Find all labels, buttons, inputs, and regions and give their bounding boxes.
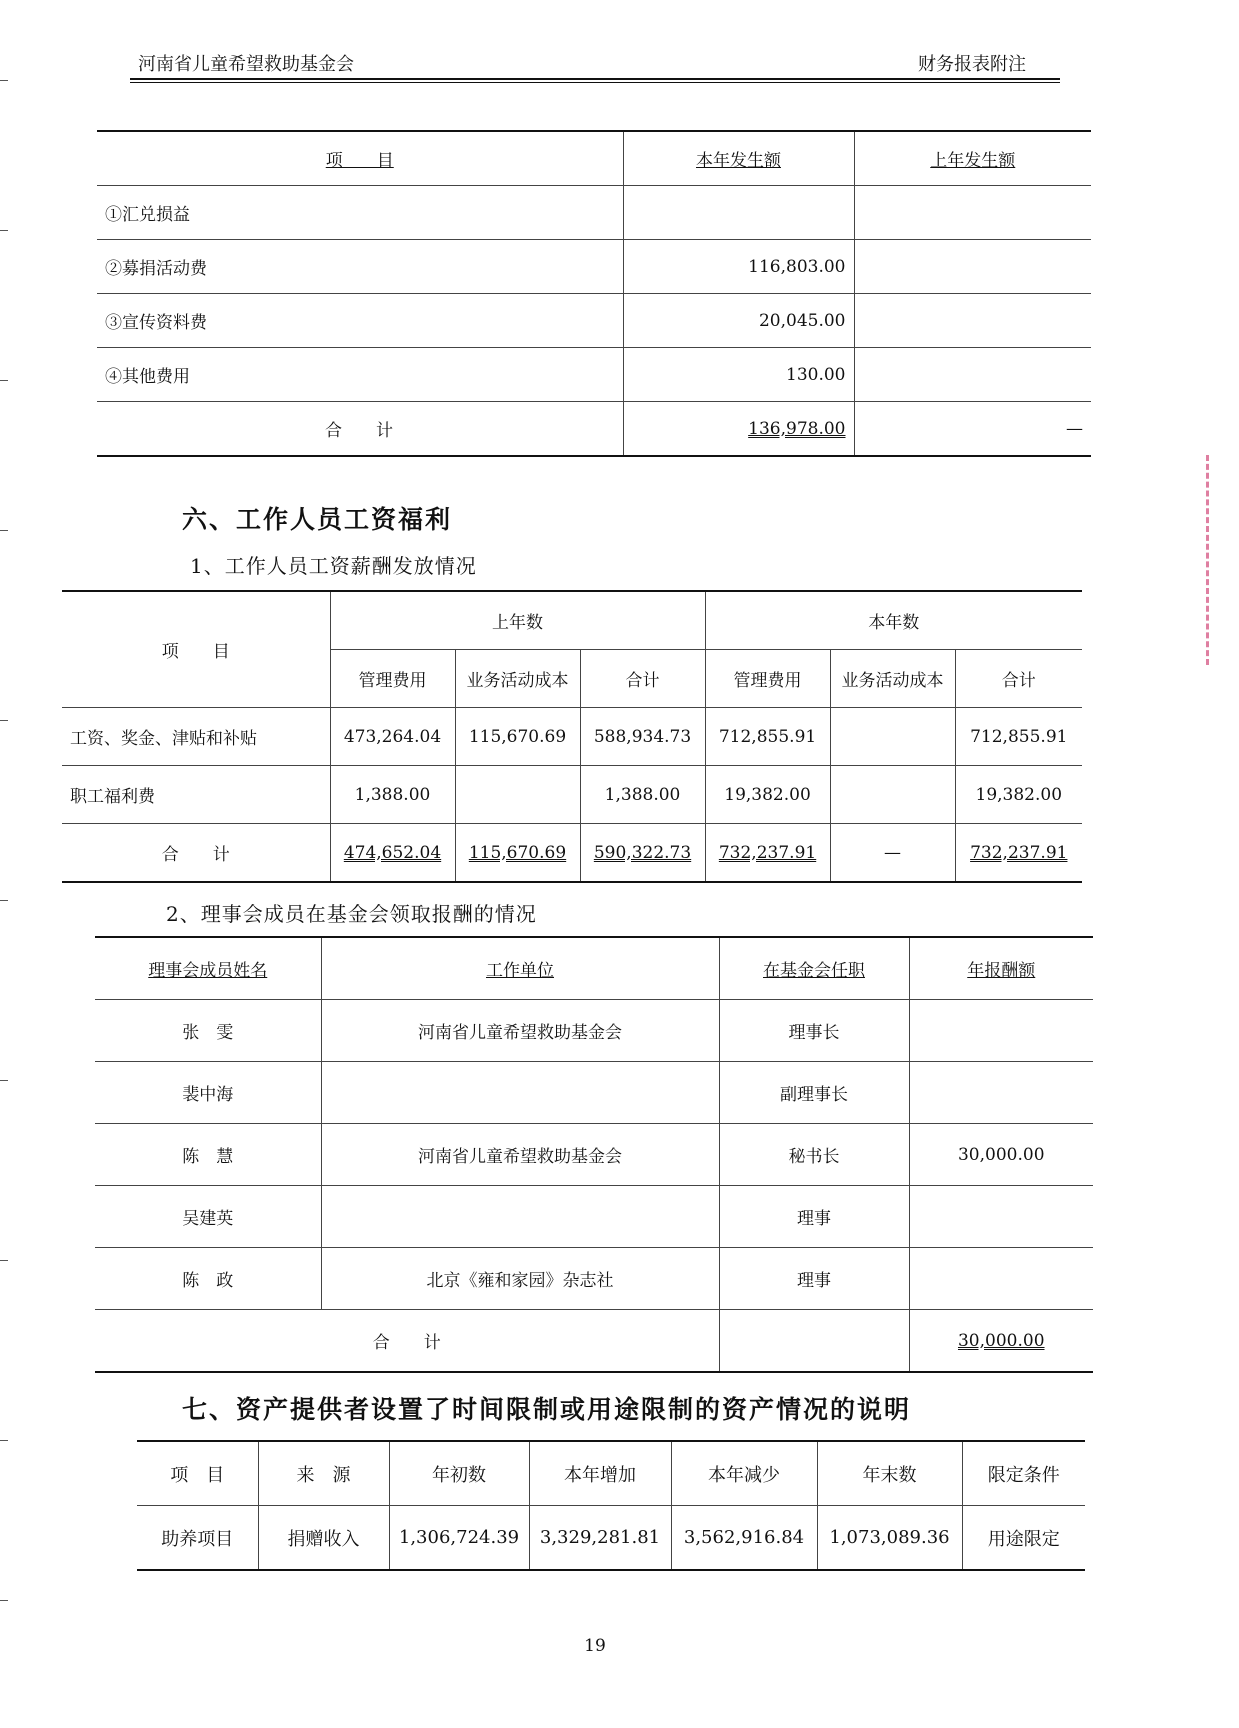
total-value: 590,322.73	[593, 842, 692, 863]
sub-header: 合计	[955, 650, 1082, 708]
scan-edge-mark	[0, 1600, 8, 1601]
scan-edge-mark	[0, 1440, 8, 1441]
section-6-title: 六、工作人员工资福利	[182, 505, 453, 534]
table-row	[137, 1506, 1085, 1571]
total-row	[62, 824, 1082, 883]
member-title: 副理事长	[719, 1062, 909, 1124]
total-row	[95, 1310, 1093, 1373]
header-rule-thin	[130, 82, 1060, 83]
member-title: 理事	[719, 1186, 909, 1248]
sub-header: 业务活动成本	[830, 650, 955, 708]
table-row	[95, 1248, 1093, 1310]
cell-value: 助养项目	[137, 1506, 258, 1571]
row-current: 116,803.00	[623, 240, 854, 294]
row-previous	[854, 294, 1091, 348]
col-header: 来 源	[258, 1441, 389, 1506]
table-row	[95, 1062, 1093, 1124]
member-name: 吴建英	[95, 1186, 321, 1248]
table-header-row	[137, 1441, 1085, 1506]
table-row	[97, 186, 1091, 240]
cell-value: 115,670.69	[455, 708, 580, 766]
table-row	[97, 348, 1091, 402]
member-pay	[909, 1062, 1093, 1124]
total-value: 474,652.04	[343, 842, 442, 863]
table-row	[95, 1000, 1093, 1062]
total-label: 合 计	[95, 1310, 719, 1373]
table-header-row	[62, 591, 1082, 650]
scan-edge-mark	[0, 530, 8, 531]
group-header-current: 本年数	[705, 591, 1082, 650]
row-current	[623, 186, 854, 240]
col-header-unit: 工作单位	[486, 961, 554, 981]
total-value: 732,237.91	[718, 842, 817, 863]
section-6-sub2: 2、理事会成员在基金会领取报酬的情况	[166, 902, 537, 926]
col-header: 本年减少	[671, 1441, 817, 1506]
cell-value: 3,329,281.81	[529, 1506, 671, 1571]
scan-edge-mark	[0, 1260, 8, 1261]
sub-header: 管理费用	[330, 650, 455, 708]
total-label: 合 计	[97, 402, 623, 457]
table-row	[62, 708, 1082, 766]
col-header: 本年增加	[529, 1441, 671, 1506]
col-header-item: 项 目	[62, 591, 330, 708]
cell-value: 712,855.91	[955, 708, 1082, 766]
cell-value: 1,388.00	[580, 766, 705, 824]
scan-edge-mark	[0, 900, 8, 901]
scan-edge-mark	[0, 230, 8, 231]
table-row	[97, 240, 1091, 294]
col-header-title: 在基金会任职	[763, 961, 865, 981]
cell-value: 捐赠收入	[258, 1506, 389, 1571]
board-pay-table	[95, 936, 1093, 1373]
sub-header: 合计	[580, 650, 705, 708]
sub-header: 业务活动成本	[455, 650, 580, 708]
expense-table	[97, 130, 1091, 457]
group-header-previous: 上年数	[330, 591, 705, 650]
page-number: 19	[584, 1636, 606, 1656]
member-name: 裴中海	[95, 1062, 321, 1124]
member-unit	[321, 1186, 719, 1248]
cell-value: 1,388.00	[330, 766, 455, 824]
member-pay	[909, 1248, 1093, 1310]
cell-value: 473,264.04	[330, 708, 455, 766]
cell-value	[455, 766, 580, 824]
cell-value: 588,934.73	[580, 708, 705, 766]
col-header-name: 理事会成员姓名	[148, 961, 268, 981]
total-value: 115,670.69	[468, 842, 567, 863]
row-previous	[854, 240, 1091, 294]
row-current: 20,045.00	[623, 294, 854, 348]
member-name: 陈 慧	[95, 1124, 321, 1186]
table-header-row	[97, 131, 1091, 186]
col-header: 项 目	[137, 1441, 258, 1506]
total-empty	[719, 1310, 909, 1373]
member-unit: 河南省儿童希望救助基金会	[321, 1124, 719, 1186]
member-pay: 30,000.00	[909, 1124, 1093, 1186]
row-item: ③宣传资料费	[97, 294, 623, 348]
member-unit: 河南省儿童希望救助基金会	[321, 1000, 719, 1062]
member-pay	[909, 1186, 1093, 1248]
member-name: 陈 政	[95, 1248, 321, 1310]
member-unit	[321, 1062, 719, 1124]
total-value: 732,237.91	[970, 842, 1068, 863]
row-item: 职工福利费	[62, 766, 330, 824]
col-header-item: 项 目	[325, 151, 394, 171]
row-current: 130.00	[623, 348, 854, 402]
table-row	[62, 766, 1082, 824]
scan-edge-mark	[0, 720, 8, 721]
col-header-previous: 上年发生额	[930, 151, 1016, 171]
cell-value: 19,382.00	[955, 766, 1082, 824]
salary-table	[62, 590, 1082, 883]
member-title: 理事长	[719, 1000, 909, 1062]
cell-value: 712,855.91	[705, 708, 830, 766]
member-pay	[909, 1000, 1093, 1062]
table-row	[97, 294, 1091, 348]
header-rule	[130, 78, 1060, 80]
scan-edge-mark	[0, 80, 8, 81]
row-item: 工资、奖金、津贴和补贴	[62, 708, 330, 766]
total-current: 136,978.00	[748, 418, 846, 439]
member-name: 张 雯	[95, 1000, 321, 1062]
table-header-row	[95, 937, 1093, 1000]
total-label: 合 计	[62, 824, 330, 883]
col-header: 年末数	[817, 1441, 962, 1506]
section-6-sub1: 1、工作人员工资薪酬发放情况	[190, 554, 477, 578]
restricted-assets-table	[137, 1440, 1085, 1571]
col-header-pay: 年报酬额	[967, 961, 1036, 981]
section-7-title: 七、资产提供者设置了时间限制或用途限制的资产情况的说明	[182, 1395, 912, 1424]
row-previous	[854, 186, 1091, 240]
cell-value: 1,073,089.36	[817, 1506, 962, 1571]
row-previous	[854, 348, 1091, 402]
header-doc-title: 财务报表附注	[918, 54, 1026, 75]
table-row	[95, 1186, 1093, 1248]
header-org: 河南省儿童希望救助基金会	[138, 54, 354, 75]
cell-value	[830, 766, 955, 824]
col-header: 年初数	[389, 1441, 529, 1506]
cell-value	[830, 708, 955, 766]
cell-value: 用途限定	[962, 1506, 1085, 1571]
total-previous: —	[854, 402, 1091, 457]
table-row	[95, 1124, 1093, 1186]
col-header-current: 本年发生额	[696, 151, 781, 171]
row-item: ④其他费用	[97, 348, 623, 402]
total-value: —	[830, 824, 955, 883]
total-pay: 30,000.00	[957, 1330, 1045, 1351]
seal-stamp-edge	[1206, 455, 1217, 665]
scan-edge-mark	[0, 380, 8, 381]
member-title: 理事	[719, 1248, 909, 1310]
cell-value: 1,306,724.39	[389, 1506, 529, 1571]
total-row	[97, 402, 1091, 457]
col-header: 限定条件	[962, 1441, 1085, 1506]
sub-header: 管理费用	[705, 650, 830, 708]
scan-edge-mark	[0, 1080, 8, 1081]
cell-value: 19,382.00	[705, 766, 830, 824]
cell-value: 3,562,916.84	[671, 1506, 817, 1571]
row-item: ②募捐活动费	[97, 240, 623, 294]
member-unit: 北京《雍和家园》杂志社	[321, 1248, 719, 1310]
member-title: 秘书长	[719, 1124, 909, 1186]
row-item: ①汇兑损益	[97, 186, 623, 240]
